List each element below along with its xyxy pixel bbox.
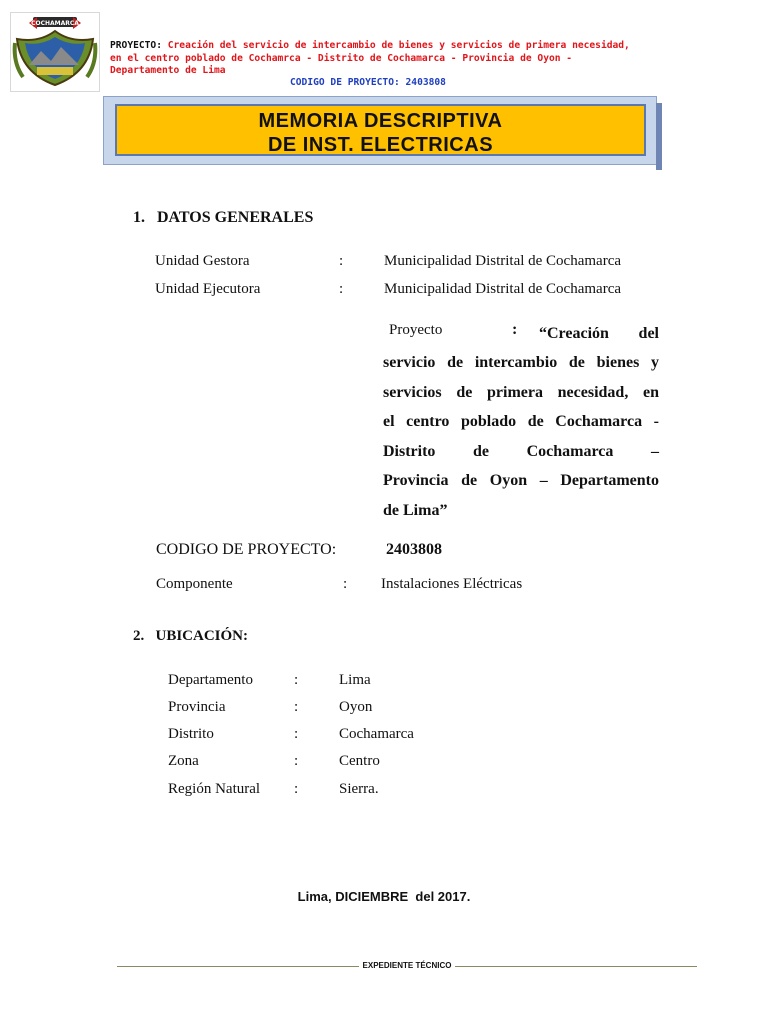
proyecto-label: Proyecto: [389, 322, 443, 338]
ubicacion-region-value: Sierra.: [339, 781, 379, 797]
header-project-text: [110, 40, 670, 78]
codigo-label: CODIGO DE PROYECTO:: [156, 541, 337, 558]
ubicacion-region-sep: :: [294, 781, 299, 797]
ubicacion-distrito-value: Cochamarca: [339, 726, 414, 742]
row-unidad-ejecutora-value: Municipalidad Distrital de Cochamarca: [384, 281, 622, 297]
title-box: [115, 104, 646, 156]
row-unidad-gestora-value: Municipalidad Distrital de Cochamarca: [384, 253, 622, 269]
footer-text: EXPEDIENTE TÉCNICO: [359, 961, 456, 970]
ubicacion-zona-value: Centro: [339, 753, 380, 769]
ubicacion-departamento-label: Departamento: [168, 672, 253, 688]
ubicacion-provincia-sep: :: [294, 699, 299, 715]
footer: [117, 961, 697, 970]
row-unidad-ejecutora-sep: :: [339, 281, 344, 297]
section1-heading: 1. DATOS GENERALES: [133, 209, 314, 226]
title-line1: MEMORIA DESCRIPTIVA: [258, 110, 503, 132]
ubicacion-departamento-value: Lima: [339, 672, 371, 688]
proyecto-line5: Distrito de Cochamarca –: [383, 442, 659, 460]
row-unidad-gestora-sep: :: [339, 253, 344, 269]
proyecto-line1: “Creación del: [539, 325, 659, 342]
row-unidad-gestora-label: Unidad Gestora: [155, 253, 250, 269]
section2-heading: 2. UBICACIÓN:: [133, 628, 249, 644]
ubicacion-zona-sep: :: [294, 753, 299, 769]
proyecto-sep: :: [512, 321, 518, 338]
header-codigo: CODIGO DE PROYECTO: 2403808: [290, 77, 446, 88]
title-line2: DE INST. ELECTRICAS: [267, 134, 494, 156]
proyecto-line4: el centro poblado de Cochamarca -: [383, 413, 659, 430]
municipality-logo: [10, 12, 100, 92]
header-proyecto-line2: en el centro poblado de Cochamrca - Distrito de Cochamarca - Provincia de Oyon -: [110, 52, 573, 64]
componente-label: Componente: [156, 576, 233, 592]
proyecto-line2: servicio de intercambio de bienes y: [383, 354, 659, 371]
ubicacion-distrito-label: Distrito: [168, 726, 214, 742]
ubicacion-zona-label: Zona: [168, 753, 199, 769]
proyecto-line6: Provincia de Oyon – Departamento: [383, 472, 659, 489]
row-unidad-ejecutora-label: Unidad Ejecutora: [155, 281, 261, 297]
componente-value: Instalaciones Eléctricas: [381, 576, 523, 592]
codigo-value: 2403808: [386, 541, 442, 558]
fecha: Lima, DICIEMBRE del 2017.: [297, 889, 471, 904]
header-proyecto-label: PROYECTO:: [110, 40, 162, 51]
ubicacion-departamento-sep: :: [294, 672, 299, 688]
proyecto-line7: de Lima”: [383, 501, 448, 519]
header-proyecto-line1: Creación del servicio de intercambio de bienes y servicios de primera necesidad,: [161, 40, 630, 51]
header-proyecto-line3: Departamento de Lima: [110, 65, 226, 76]
logo-text: COCHAMARCA: [31, 20, 79, 27]
ubicacion-region-label: Región Natural: [168, 781, 261, 797]
componente-sep: :: [343, 576, 348, 592]
proyecto-line3: servicios de primera necesidad, en: [383, 383, 659, 401]
proyecto-body: [383, 348, 659, 525]
ubicacion-provincia-value: Oyon: [339, 699, 373, 715]
ubicacion-provincia-label: Provincia: [168, 699, 226, 715]
ubicacion-distrito-sep: :: [294, 726, 299, 742]
